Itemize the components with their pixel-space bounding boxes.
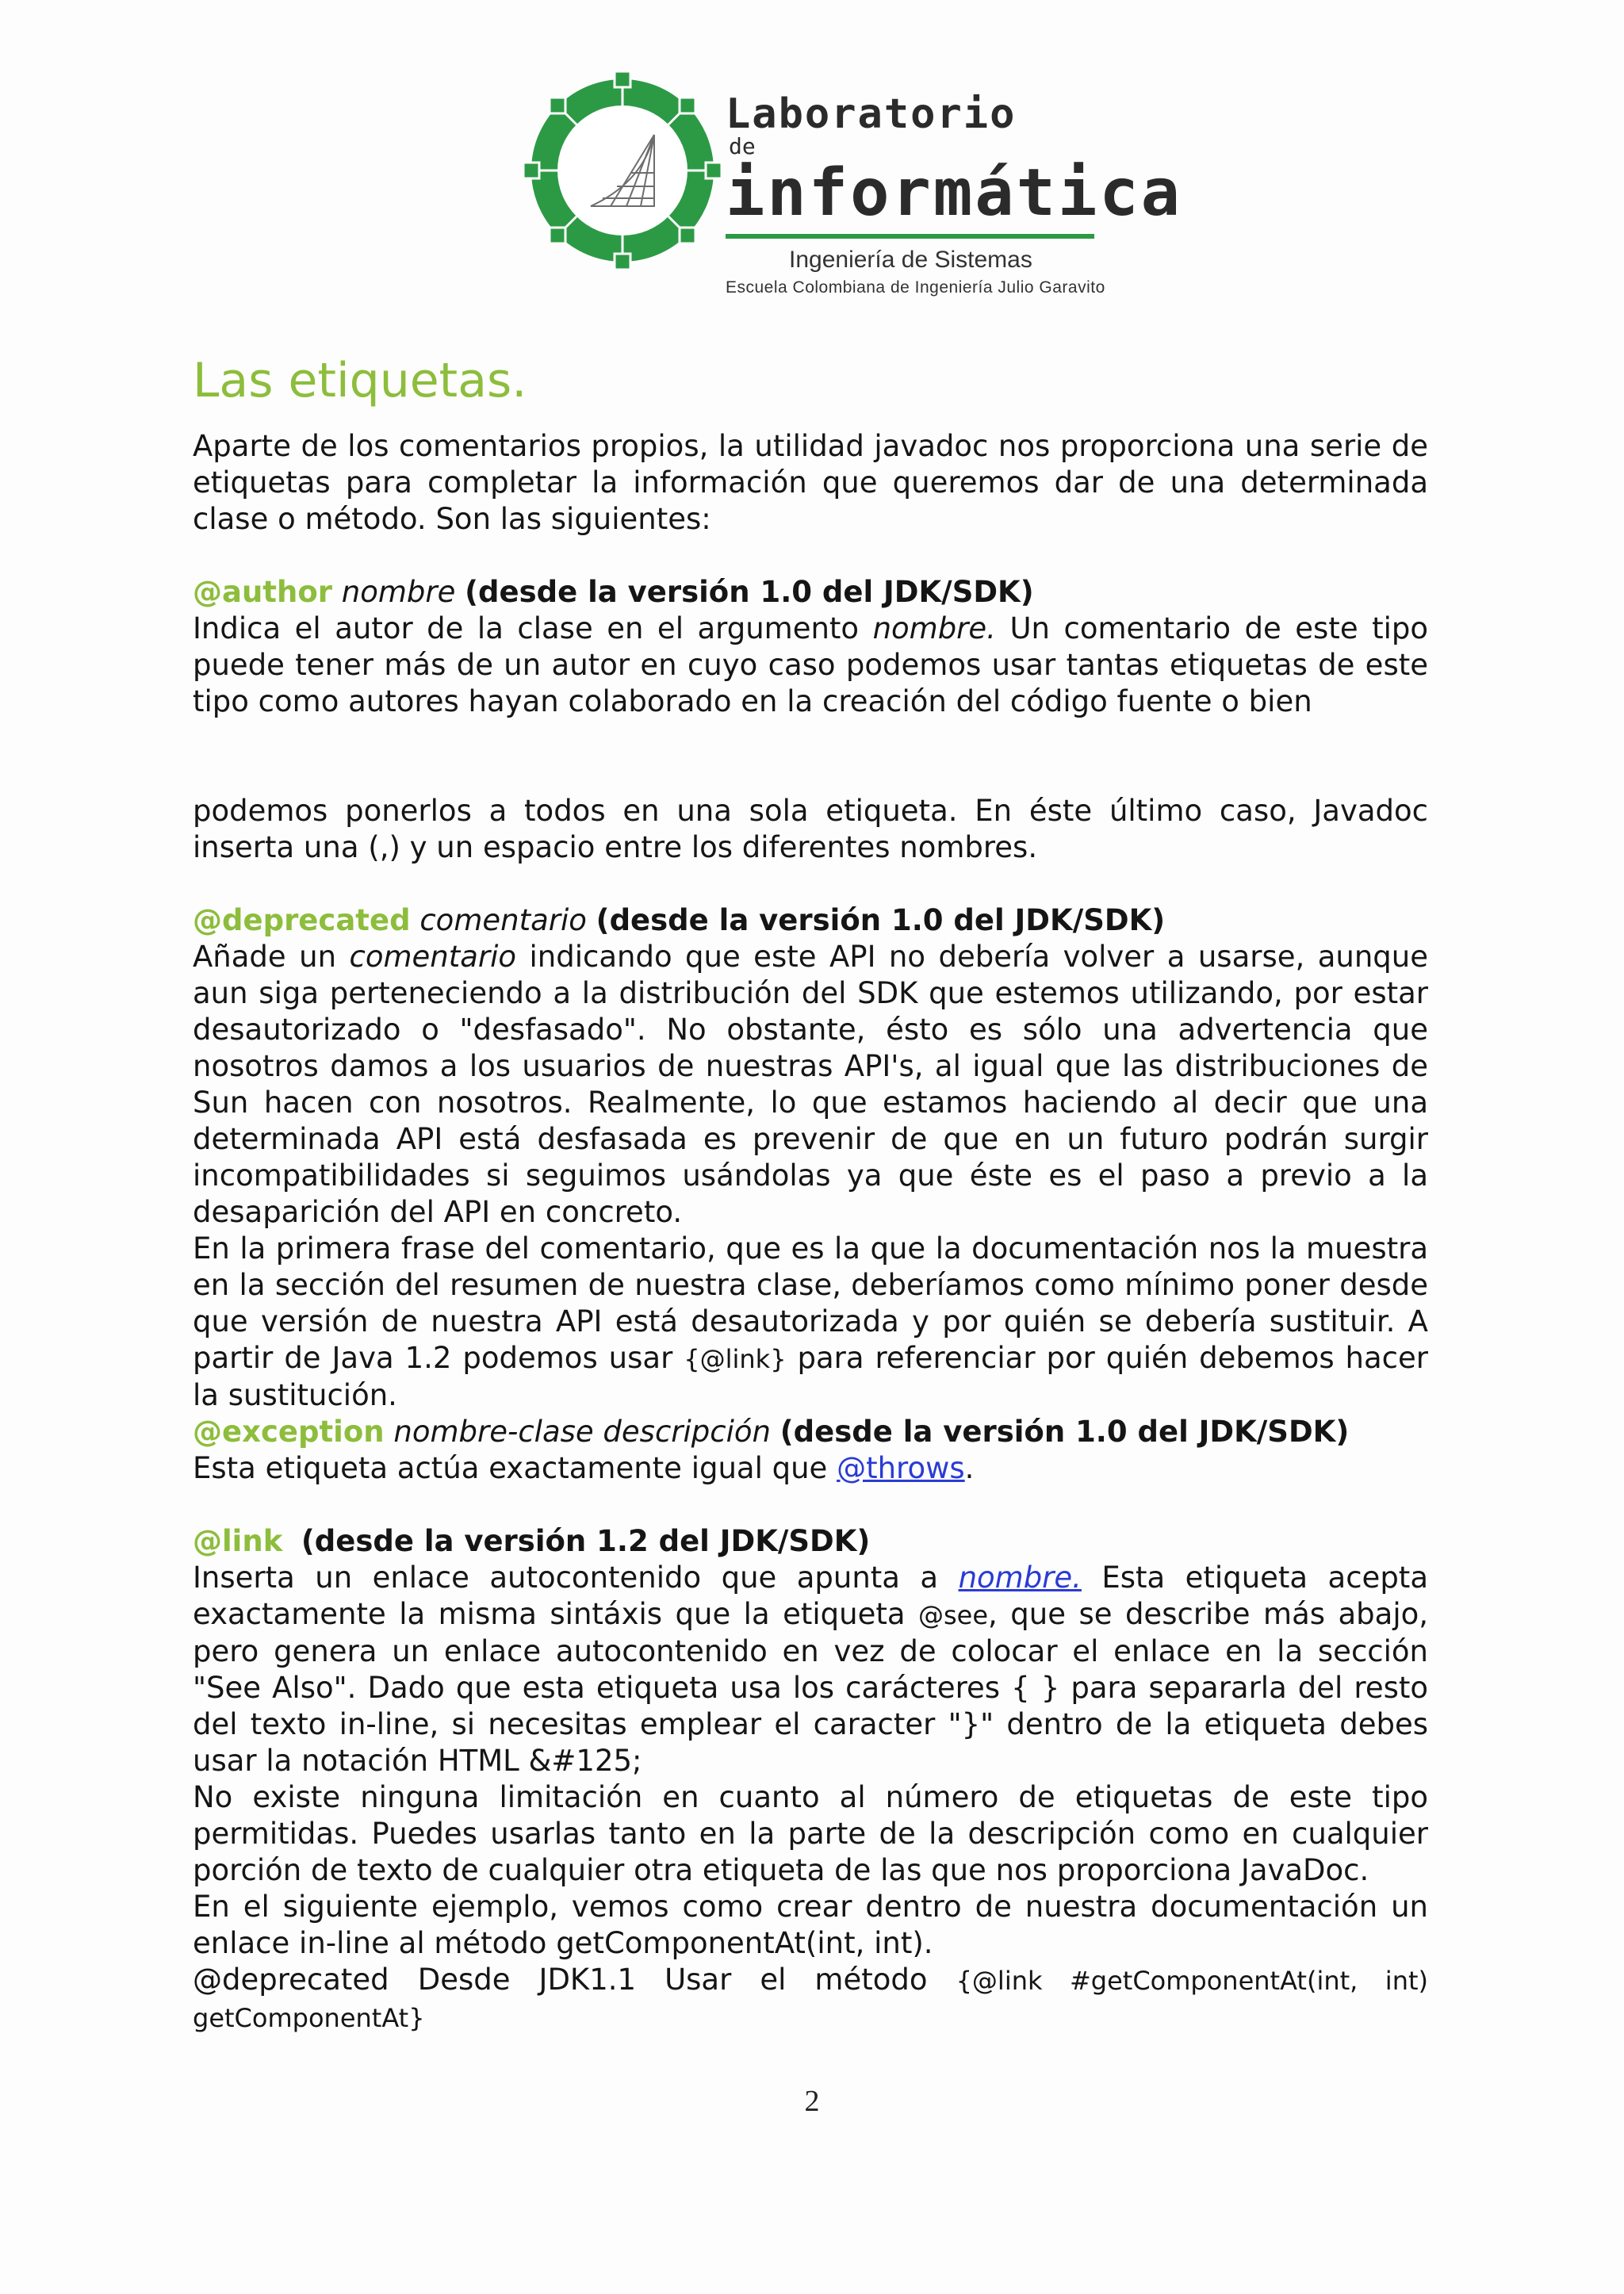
- link-p1-b: Esta etiqueta acepta exactamente la misma sintáxis que la etiqueta: [193, 1561, 1428, 1631]
- link-p1-code: @see: [918, 1600, 989, 1630]
- lab-logo: [523, 71, 1183, 297]
- link-p1-a: Inserta un enlace autocontenido que apunta a: [193, 1561, 939, 1595]
- deprecated-p2-a: En la primera frase del comentario, que es la que la documentación nos la muestra en la sección del resumen de nuestra clase, deberíamos como mínimo poner desde que versión de nuestra API está desautorizada y por quién se debería sustituir. A partir de Java 1.2 podemos usar: [193, 1231, 1428, 1375]
- exception-since: (desde la versión 1.0 del JDK/SDK): [779, 1415, 1350, 1449]
- link-example-code: {@link #getComponentAt(int, int) getComponentAt}: [193, 1966, 1429, 2033]
- link-paragraph-3: En el siguiente ejemplo, vemos como crear dentro de nuestra documentación un enlace in-line al método getComponentAt(int, int).: [193, 1890, 1428, 1960]
- link-example-a: @deprecated Desde JDK1.1 Usar el método: [193, 1963, 928, 1997]
- author-text-arg: nombre.: [872, 611, 996, 645]
- deprecated-p1-b: indicando que este API no debería volver a usarse, aunque aun siga perteneciendo a la distribución del SDK que estemos utilizando, por estar desautorizado o "desfasado". No obstante, ésto es sólo una advertencia que nosotros damos a los usuarios de nuestras API's, al igual que las distribuciones de Sun hacen con nosotros. Realmente, lo que estamos haciendo al decir que una determinada API está desfasada es prevenir de que en un futuro podrán surgir incompatibilidades si seguimos usándolas ya que éste es el paso a previo a la desaparición del API en concreto.: [193, 940, 1428, 1229]
- lab-emblem-icon: [523, 71, 722, 270]
- logo-subtitle-program: Ingeniería de Sistemas: [789, 246, 1032, 273]
- logo-line-informatica: informática: [726, 155, 1183, 231]
- author-heading: [193, 574, 1428, 611]
- intro-paragraph: Aparte de los comentarios propios, la utilidad javadoc nos proporciona una serie de etiquetas para completar la información que queremos dar de una determinada clase o método. Son las siguientes:: [193, 429, 1428, 536]
- exception-description: [193, 1450, 1428, 1487]
- author-tag: @author: [193, 575, 333, 609]
- author-description: [193, 611, 1428, 720]
- logo-divider: [726, 234, 1094, 239]
- exception-text-a: Esta etiqueta actúa exactamente igual que: [193, 1451, 828, 1485]
- deprecated-arg: comentario: [419, 903, 587, 937]
- deprecated-p1-a: Añade un: [193, 940, 337, 974]
- author-description-continued: podemos ponerlos a todos en una sola etiqueta. En éste último caso, Javadoc inserta una (,) y un espacio entre los diferentes nombres.: [193, 794, 1428, 864]
- link-tag: @link: [193, 1524, 283, 1558]
- deprecated-since: (desde la versión 1.0 del JDK/SDK): [596, 903, 1166, 937]
- throws-link[interactable]: @throws: [837, 1451, 965, 1485]
- deprecated-paragraph-1: [193, 939, 1428, 1231]
- link-p1-c: , que se describe más abajo, pero genera un enlace autocontenido en vez de colocar el enlace en la sección "See Also". Dado que esta etiqueta usa los carácteres { } para separarla del resto del texto in-line, si necesitas emplear el caracter "}" dentro de la etiqueta debes usar la notación HTML &#125;: [193, 1597, 1428, 1778]
- link-paragraph-2: No existe ninguna limitación en cuanto al número de etiquetas de este tipo permitidas. Puedes usarlas tanto en la parte de la descripción como en cualquier porción de texto de cualquier otra etiqueta de las que nos proporciona JavaDoc.: [193, 1780, 1428, 1887]
- exception-text-b: .: [964, 1451, 975, 1485]
- author-text-a: Indica el autor de la clase en el argumento: [193, 611, 860, 645]
- logo-line-de: de: [729, 133, 756, 159]
- logo-text: [726, 90, 1183, 297]
- deprecated-tag: @deprecated: [193, 903, 411, 937]
- section-title: Las etiquetas.: [193, 353, 527, 408]
- exception-arg: nombre-clase descripción: [393, 1415, 771, 1449]
- deprecated-p2-code: {@link}: [684, 1344, 787, 1374]
- deprecated-p1-arg: comentario: [349, 940, 517, 974]
- author-text-b: Un comentario de este tipo puede tener más de un autor en cuyo caso podemos usar tantas etiquetas de este tipo como autores hayan colaborado en la creación del código fuente o bien: [193, 611, 1428, 718]
- logo-subtitle-school: Escuela Colombiana de Ingeniería Julio Garavito: [726, 278, 1105, 297]
- link-paragraph-1: [193, 1560, 1428, 1779]
- logo-line-laboratorio: Laboratorio: [726, 90, 1017, 138]
- exception-tag: @exception: [193, 1415, 385, 1449]
- author-since: (desde la versión 1.0 del JDK/SDK): [465, 575, 1034, 609]
- document-body: [193, 349, 1428, 2036]
- nombre-link[interactable]: nombre.: [958, 1561, 1082, 1595]
- deprecated-heading: [193, 902, 1428, 939]
- exception-heading: [193, 1414, 1428, 1450]
- link-heading: [193, 1523, 1428, 1560]
- link-since: (desde la versión 1.2 del JDK/SDK): [301, 1524, 871, 1558]
- deprecated-p2-b: para referenciar por quién debemos hacer la sustitución.: [193, 1341, 1428, 1412]
- deprecated-paragraph-2: [193, 1231, 1428, 1414]
- page-number: 2: [804, 2085, 820, 2118]
- author-arg: nombre: [341, 575, 456, 609]
- link-example: [193, 1962, 1428, 2036]
